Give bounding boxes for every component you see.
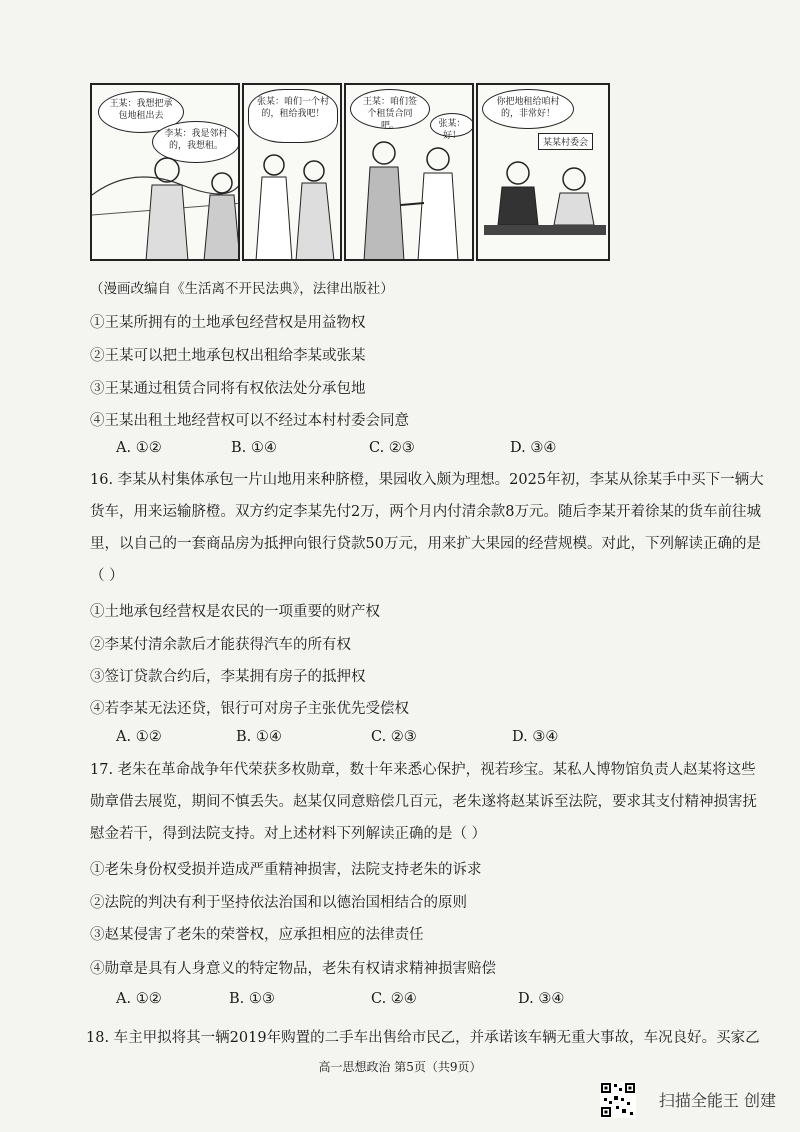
q18-stem: 18. 车主甲拟将其一辆2019年购置的二手车出售给市民乙，并承诺该车辆无重大事故，车况良好。买家乙 (86, 1030, 760, 1046)
scanner-watermark: 扫描全能王 创建 (658, 1091, 776, 1110)
villagers-illustration (244, 85, 342, 261)
speech-bubble: 李某：我是邻村的，我想租。 (152, 121, 240, 163)
handshake-illustration (346, 85, 474, 261)
speech-bubble: 王某：我想把承包地租出去 (98, 91, 184, 133)
q17-statement-4: ④勋章是具有人身意义的特定物品，老朱有权请求精神损害赔偿 (90, 961, 496, 977)
speech-bubble: 你把地租给咱村的，非常好！ (482, 89, 574, 129)
speech-bubble: 张某：好！ (430, 113, 474, 137)
q17-statement-2: ②法院的判决有利于坚持依法治国和以德治国相结合的原则 (90, 895, 467, 911)
page-footer: 高一思想政治 第5页（共9页） (318, 1060, 482, 1074)
option-a: A. ①② (116, 991, 162, 1007)
farmers-illustration (92, 85, 240, 261)
q17-statement-1: ①老朱身份权受损并造成严重精神损害，法院支持老朱的诉求 (90, 862, 482, 878)
option-c: C. ②③ (371, 729, 417, 745)
q16-statement-3: ③签订贷款合约后，李某拥有房子的抵押权 (90, 669, 366, 685)
comic-panel-2 (242, 83, 342, 261)
speech-bubble: 张某：咱们一个村的，租给我吧！ (248, 89, 338, 143)
q15-statement-1: ①王某所拥有的土地承包经营权是用益物权 (90, 315, 366, 331)
speech-bubble: 王某：咱们签个租赁合同吧。 (350, 89, 430, 129)
q16-stem: 16. 李某从村集体承包一片山地用来种脐橙，果园收入颇为理想。2025年初，李某从徐某手中买下一辆大货车，用来运输脐橙。双方约定李某先付2万，两个月内付清余款8万元。随后李某开着徐某的货车前往城里，以自己的一套商品房为抵押向银行贷款50万元，用来扩大果园的经营规模。对此，下列解读正确的是（ ） (90, 472, 764, 584)
q16-statement-1: ①土地承包经营权是农民的一项重要的财产权 (90, 604, 380, 620)
q15-statement-3: ③王某通过租赁合同将有权依法处分承包地 (90, 381, 366, 397)
option-d: D. ③④ (510, 440, 557, 456)
option-d: D. ③④ (518, 991, 565, 1007)
q15-statement-4: ④王某出租土地经营权可以不经过本村村委会同意 (90, 413, 409, 429)
option-a: A. ①② (116, 440, 162, 456)
village-committee-sign: 某某村委会 (538, 133, 593, 150)
comic-panel-4 (476, 83, 610, 261)
option-a: A. ①② (116, 729, 162, 745)
option-d: D. ③④ (512, 729, 559, 745)
qr-code-icon (600, 1082, 636, 1118)
option-b: B. ①④ (231, 440, 277, 456)
q16-statement-2: ②李某付清余款后才能获得汽车的所有权 (90, 637, 351, 653)
comic-strip (90, 83, 610, 261)
q16-statement-4: ④若李某无法还贷，银行可对房子主张优先受偿权 (90, 701, 409, 717)
q17-stem: 17. 老朱在革命战争年代荣获多枚勋章，数十年来悉心保护，视若珍宝。某私人博物馆负责人赵某将这些勋章借去展览，期间不慎丢失。赵某仅同意赔偿几百元，老朱遂将赵某诉至法院，要求其支付精神损害抚慰金若干，得到法院支持。对上述材料下列解读正确的是（ ） (90, 762, 757, 842)
comic-panel-3 (344, 83, 474, 261)
comic-panel-1 (90, 83, 240, 261)
option-b: B. ①③ (229, 991, 275, 1007)
option-b: B. ①④ (236, 729, 282, 745)
comic-source-caption: （漫画改编自《生活离不开民法典》，法律出版社） (90, 281, 394, 297)
q15-statement-2: ②王某可以把土地承包权出租给李某或张某 (90, 348, 366, 364)
option-c: C. ②③ (369, 440, 415, 456)
q17-statement-3: ③赵某侵害了老朱的荣誉权，应承担相应的法律责任 (90, 927, 424, 943)
option-c: C. ②④ (371, 991, 417, 1007)
officials-illustration (478, 85, 610, 261)
